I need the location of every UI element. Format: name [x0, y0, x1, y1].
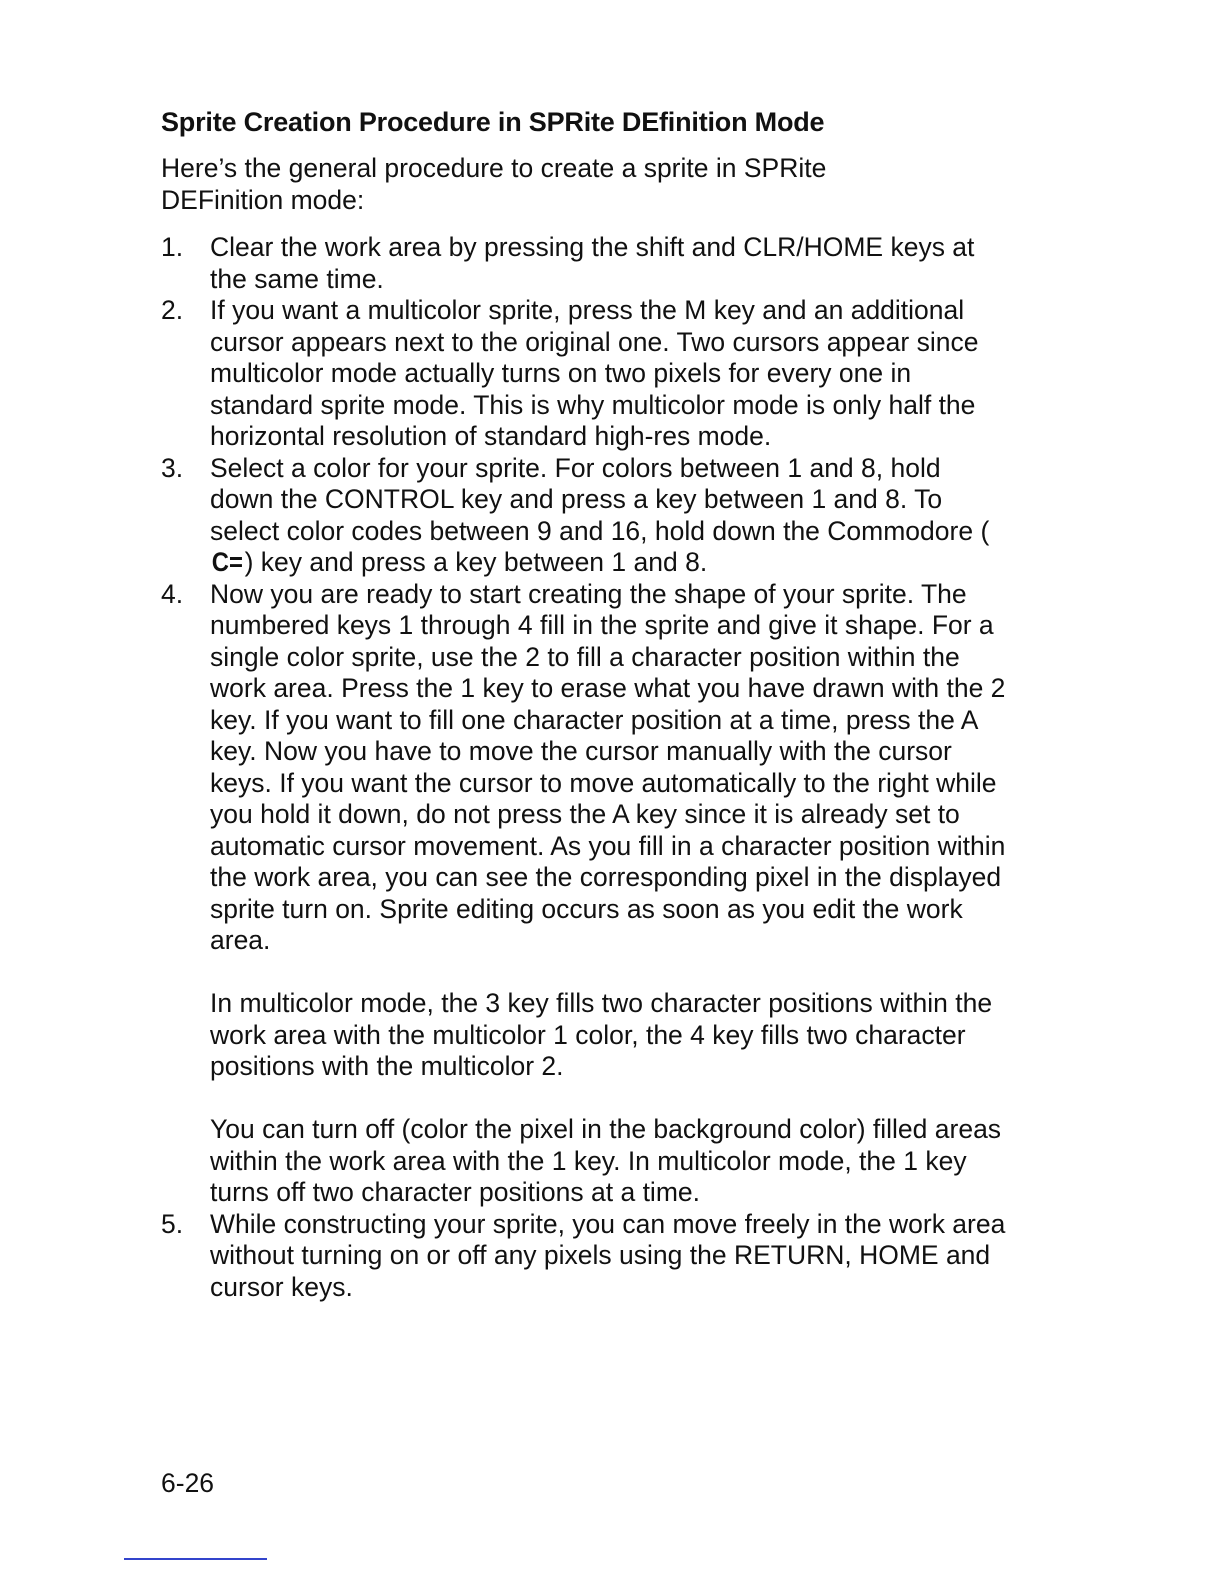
step-text-turn-off: You can turn off (color the pixel in the background color) filled areas within the work area with the 1 key. In multicolor mode, the 1 key turns off two character positions at a time. — [210, 1114, 1002, 1207]
page-number: 6-26 — [161, 1468, 215, 1498]
intro-paragraph: Here’s the general procedure to create a sprite in SPRite DEFinition mode: — [161, 153, 827, 215]
list-item-step-1 — [161, 232, 1011, 295]
list-item-step-4 — [161, 579, 1011, 1209]
step-text — [210, 453, 1011, 579]
step-number: 4. — [161, 578, 184, 609]
list-item-step-2 — [161, 295, 1011, 453]
step-text: Clear the work area by pressing the shift and CLR/HOME keys at the same time. — [210, 232, 975, 294]
step-text-multicolor: In multicolor mode, the 3 key fills two character positions within the work area with the multicolor 1 color, the 4 key fills two character positions with the multicolor 2. — [210, 988, 993, 1081]
scan-edge-divider — [124, 1558, 267, 1560]
step-text-after-key: ) key and press a key between 1 and 8. — [244, 547, 708, 577]
step-text: If you want a multicolor sprite, press the M key and an additional cursor appears next to the original one. Two cursors appear since multicolor mode actually turns on two pixels for every one in standard sprite mode. This is why multicolor mode is only half the horizontal resolution of standard high-res mode. — [210, 295, 979, 451]
section-heading: Sprite Creation Procedure in SPRite DEfinition Mode — [161, 107, 825, 137]
step-text: While constructing your sprite, you can move freely in the work area without turning on or off any pixels using the RETURN, HOME and cursor keys. — [210, 1208, 1006, 1302]
step-text: Now you are ready to start creating the shape of your sprite. The numbered keys 1 through 4 fill in the sprite and give it shape. For a single color sprite, use the 2 to fill a character position within the work area. Press the 1 key to erase what you have drawn with the 2 key. If you want to fill one character position at a time, press the A key. Now you have to move the cursor manually with the cursor keys. If you want the cursor to move automatically to the right while you hold it down, do not press the A key since it is already set to automatic cursor movement. As you fill in a character position within the work area, you can see the corresponding pixel in the displayed sprite turn on. Sprite editing occurs as soon as you edit the work area. — [210, 578, 1006, 955]
list-item-step-5 — [161, 1209, 1011, 1304]
step-number: 1. — [161, 232, 184, 262]
procedure-steps-list — [161, 232, 1011, 1303]
step-number: 3. — [161, 452, 184, 483]
list-item-step-3 — [161, 453, 1011, 579]
step-number: 5. — [161, 1208, 184, 1239]
commodore-key-icon: C= — [211, 547, 243, 577]
step-text-before-key: Select a color for your sprite. For colors between 1 and 8, hold down the CONTROL key and press a key between 1 and 8. To select color codes between 9 and 16, hold down the Commodore ( — [210, 452, 990, 546]
step-number: 2. — [161, 295, 184, 325]
